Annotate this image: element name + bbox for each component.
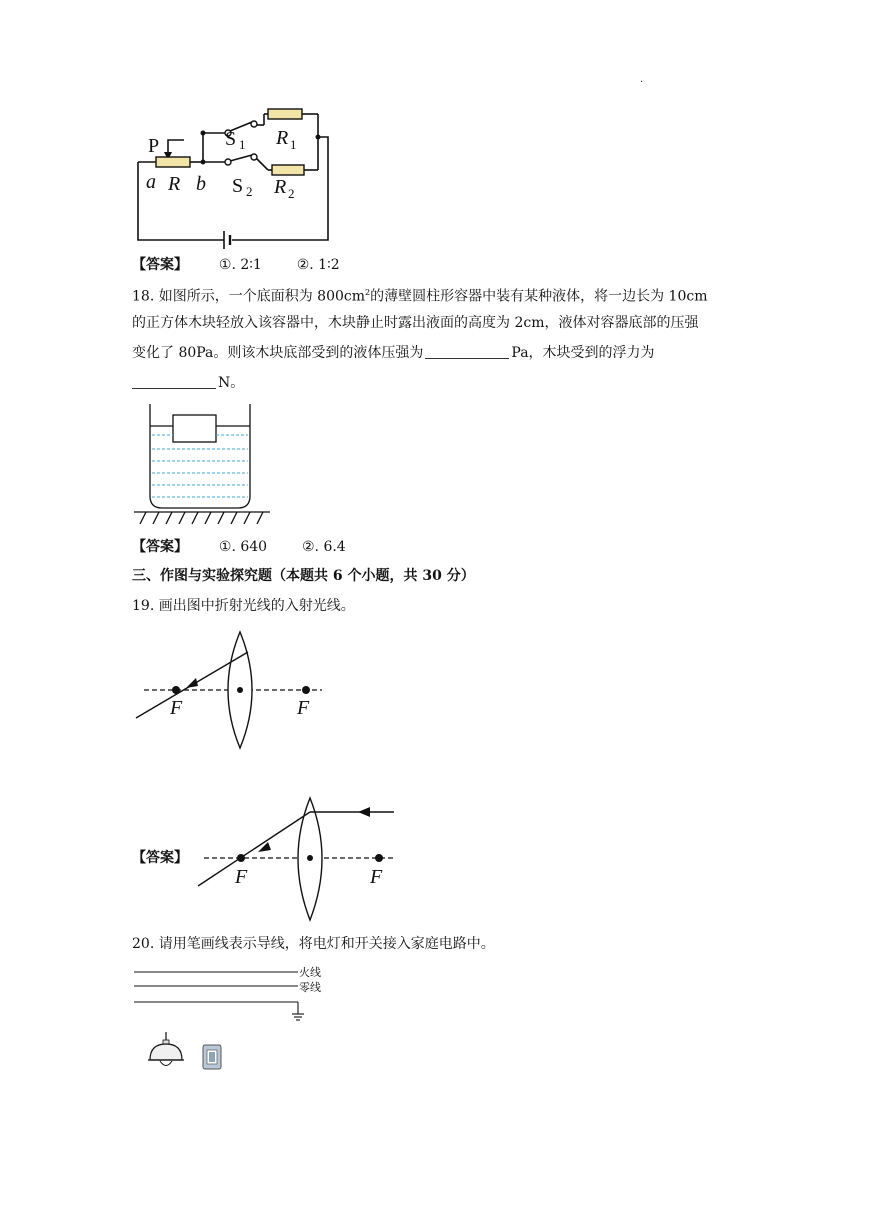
answer-focus-right-label: F xyxy=(370,866,383,888)
focus-left-label: F xyxy=(170,697,183,719)
q19-text: 19. 画出图中折射光线的入射光线。 xyxy=(132,598,355,614)
lamp-icon xyxy=(148,1032,184,1066)
answer-blank-1[interactable] xyxy=(425,344,509,359)
answer-18-a1: ①. 640 xyxy=(218,539,268,555)
svg-text:1: 1 xyxy=(239,137,246,152)
resistor-r2-label: R xyxy=(274,176,287,198)
q20-text: 20. 请用笔画线表示导线，将电灯和开关接入家庭电路中。 xyxy=(132,936,495,952)
answer-18 xyxy=(132,537,346,557)
neutral-wire-label: 零线 xyxy=(299,981,321,994)
container-diagram xyxy=(132,402,274,528)
q18-line4: N。 xyxy=(132,373,244,393)
svg-text:2: 2 xyxy=(288,186,295,201)
lens-diagram-question xyxy=(132,630,327,752)
live-wire-label: 火线 xyxy=(299,966,321,979)
page-mark: . xyxy=(640,74,644,85)
answer-label: 【答案】 xyxy=(132,539,188,555)
q18-line2: 的正方体木块轻放入该容器中，木块静止时露出液面的高度为 2cm，液体对容器底部的压强 xyxy=(132,315,699,331)
q18-line1: 18. 如图所示，一个底面积为 $800cm^2$的薄壁圆柱形容器中装有某种液体，将一边长为 10cm xyxy=(132,288,708,305)
switch-s1-label: S xyxy=(225,128,237,150)
q18-line3: 变化了 80Pa。则该木块底部受到的液体压强为 Pa，木块受到的浮力为 xyxy=(132,345,655,361)
terminal-b-label: b xyxy=(196,173,206,195)
answer-17-a1: ①. 2∶1 xyxy=(218,257,262,273)
answer-focus-left-label: F xyxy=(235,866,248,888)
resistor-r1-label: R xyxy=(276,127,289,149)
focus-right-label: F xyxy=(297,697,310,719)
circuit-diagram xyxy=(128,100,348,250)
switch-icon xyxy=(203,1045,221,1069)
svg-text:1: 1 xyxy=(290,137,297,152)
terminal-a-label: a xyxy=(146,171,156,193)
svg-text:2: 2 xyxy=(246,184,253,199)
section-title: 三、作图与实验探究题（本题共 6 个小题，共 30 分） xyxy=(132,568,475,584)
rheostat-label: R xyxy=(168,173,181,195)
slider-label-p: P xyxy=(148,135,160,157)
lens-diagram-answer xyxy=(194,796,399,924)
answer-label: 【答案】 xyxy=(132,850,188,866)
answer-17-a2: ②. 1∶2 xyxy=(296,257,340,273)
household-circuit-diagram xyxy=(132,962,332,1074)
answer-18-a2: ②. 6.4 xyxy=(302,539,346,555)
switch-s2-label: S xyxy=(232,175,244,197)
answer-label: 【答案】 xyxy=(132,257,188,273)
answer-17 xyxy=(132,255,340,275)
answer-blank-2[interactable] xyxy=(132,374,216,389)
